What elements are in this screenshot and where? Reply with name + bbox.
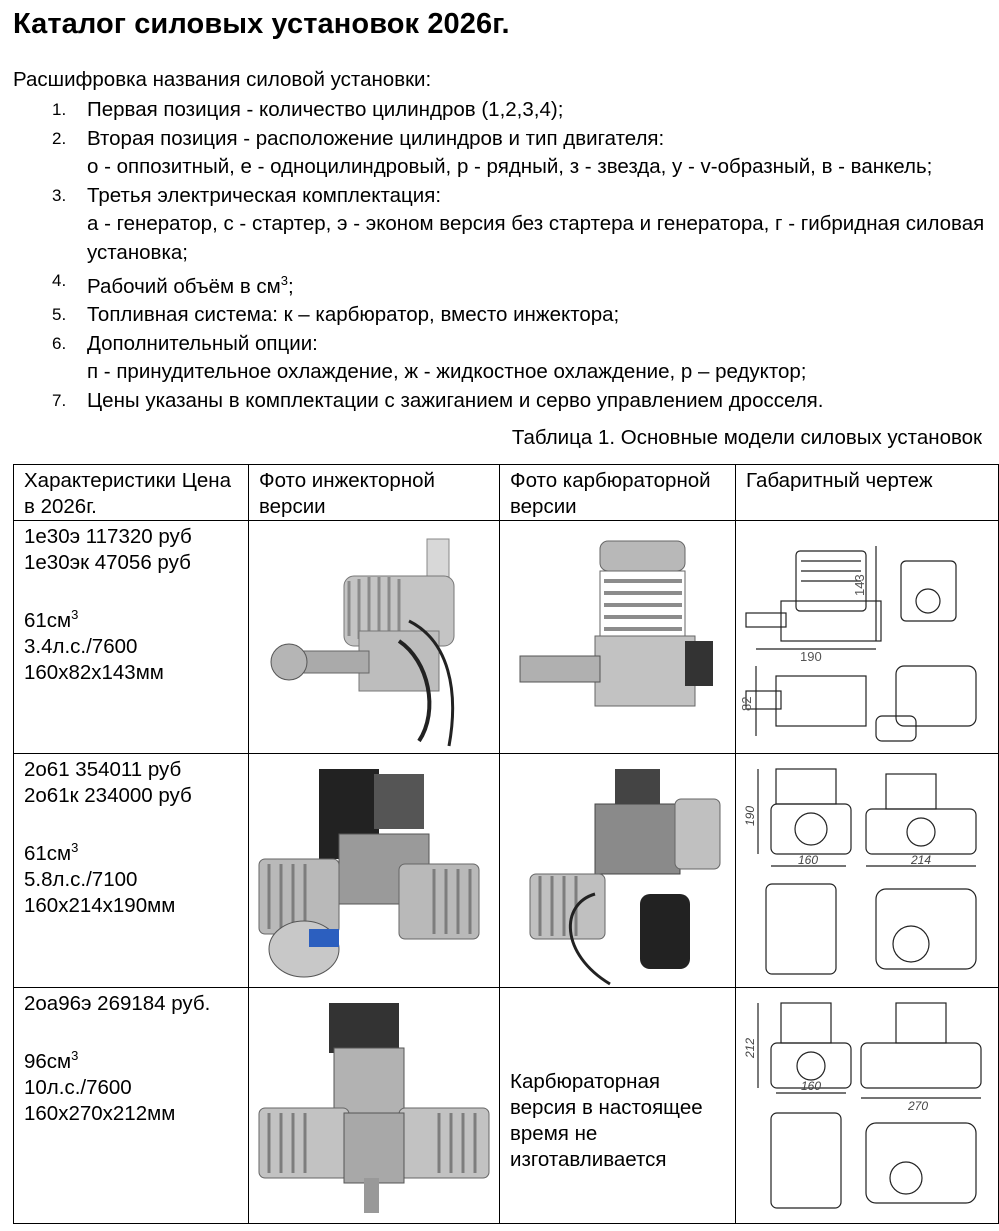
- dimension-label: 160: [798, 853, 819, 867]
- injector-photo-cell: [249, 521, 500, 754]
- engine-photo-1e30ek: [500, 521, 735, 753]
- header-injector-photo: Фото инжекторной версии: [249, 465, 500, 521]
- dimension-label: 270: [908, 1099, 929, 1113]
- dimension-label: 190: [743, 805, 757, 826]
- engine-photo-2oa96e: [249, 988, 499, 1223]
- page-title: Каталог силовых установок 2026г.: [13, 8, 510, 40]
- carb-note-cell: [500, 988, 736, 1224]
- carb-not-available-note: Карбюраторная версия в настоящее время не изготавливается: [510, 1069, 703, 1171]
- list-subtext: п - принудительное охлаждение, ж - жидкостное охлаждение, р – редуктор;: [87, 360, 807, 384]
- engine-photo-2o61: [249, 754, 499, 987]
- dimension-drawing-2oa96e: [736, 988, 998, 1223]
- injector-photo-cell: [249, 988, 500, 1224]
- dimension-drawing-2o61: [736, 754, 998, 987]
- carb-photo-cell: [500, 521, 736, 754]
- list-item: 1. Первая позиция - количество цилиндров (1,2,3,4);: [52, 98, 564, 121]
- list-item: 7. Цены указаны в комплектации с зажиганием и серво управлением дросселя.: [52, 388, 824, 412]
- drawing-cell: [736, 754, 999, 988]
- engine-table: [13, 464, 999, 1224]
- decoding-list: [45, 96, 999, 415]
- characteristics-cell: 1е30э 117320 руб 1е30эк 47056 руб $61см^3$ 3.4л.с./7600 160x82x143мм: [14, 521, 249, 754]
- list-subtext: о - оппозитный, е - одноцилиндровый, р - рядный, з - звезда, у - v-образный, в - ванкель;: [87, 155, 933, 178]
- table-header-row: [14, 465, 999, 521]
- list-item: 3. Третья электрическая комплектация: а - генератор, с - стартер, э - эконом версия без стартера и генератора, г - гибридная силовая установка;: [45, 182, 999, 268]
- list-item: 2. Вторая позиция - расположение цилиндров и тип двигателя: о - оппозитный, е - одноцилиндровый, р - рядный, з - звезда, у - v-образный, в - ванкель;: [45, 125, 999, 182]
- dimension-drawing-1e30e: [736, 521, 998, 753]
- table-caption: Таблица 1. Основные модели силовых установок: [511, 426, 982, 449]
- intro-text: Расшифровка названия силовой установки:: [13, 68, 432, 91]
- list-subtext: а - генератор, с - стартер, э - эконом версия без стартера и генератора, г - гибридная силовая установка;: [87, 212, 985, 264]
- table-row: [14, 521, 999, 754]
- list-item: 5. Топливная система: к – карбюратор, вместо инжектора;: [52, 303, 620, 327]
- dimension-label: 160: [801, 1079, 822, 1093]
- characteristics-cell: 2о61 354011 руб 2о61к 234000 руб $61см^3$ 5.8л.с./7100 160x214x190мм: [14, 754, 249, 988]
- header-carb-photo: Фото карбюраторной версии: [500, 465, 736, 521]
- table-row: [14, 754, 999, 988]
- dimension-label: 214: [911, 853, 932, 867]
- dimension-label: 143: [852, 574, 867, 596]
- drawing-cell: [736, 988, 999, 1224]
- carb-photo-cell: [500, 754, 736, 988]
- injector-photo-cell: [249, 754, 500, 988]
- table-row: [14, 988, 999, 1224]
- header-drawing: Габаритный чертеж: [736, 465, 999, 521]
- drawing-cell: [736, 521, 999, 754]
- engine-photo-2o61k: [500, 754, 735, 987]
- header-characteristics: Характеристики Цена в 2026г.: [14, 465, 249, 521]
- dimension-label: 190: [800, 649, 822, 664]
- engine-photo-1e30e: [249, 521, 499, 753]
- dimension-label: 82: [739, 696, 754, 711]
- characteristics-cell: 2оа96э 269184 руб. $96см^3$ 10л.с./7600 160x270x212мм: [14, 988, 249, 1224]
- list-item: 4. Рабочий объём в $см^3$;: [52, 271, 294, 298]
- dimension-label: 212: [743, 1037, 757, 1058]
- list-item: 6. Дополнительный опции: п - принудительное охлаждение, ж - жидкостное охлаждение, р – редуктор;: [45, 330, 999, 387]
